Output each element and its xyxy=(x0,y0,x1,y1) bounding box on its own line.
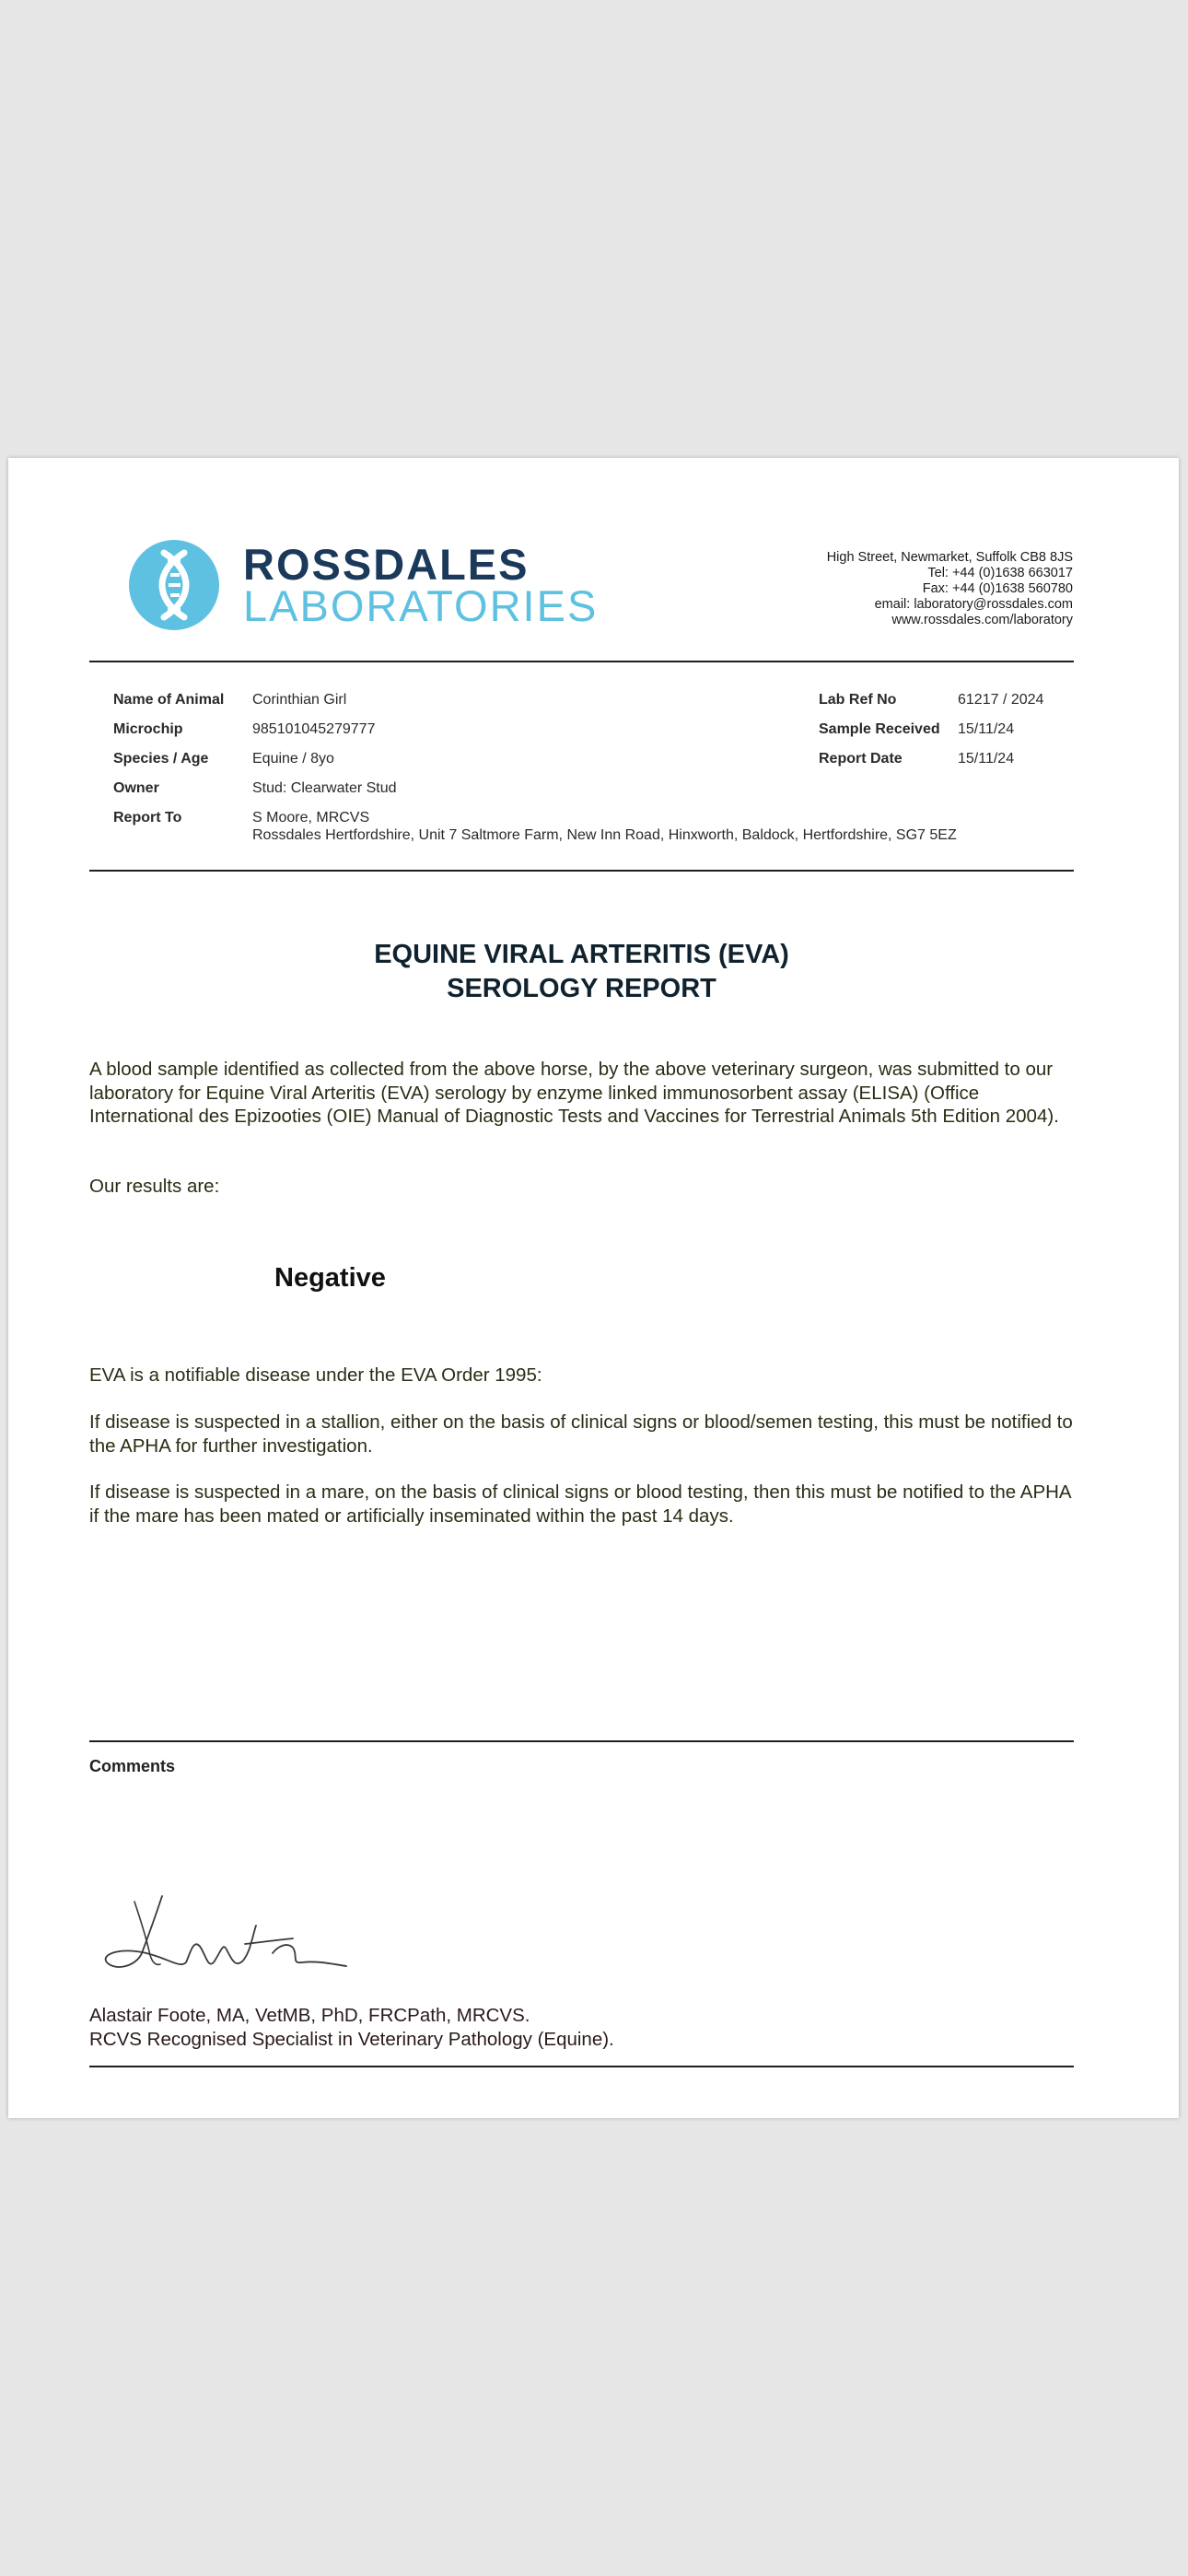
microchip-label: Microchip xyxy=(113,721,183,737)
signatory-block xyxy=(89,2004,614,2051)
species-value: Equine / 8yo xyxy=(252,751,334,767)
notifiable-paragraph: EVA is a notifiable disease under the EVA Order 1995: xyxy=(89,1364,542,1386)
comments-divider xyxy=(89,1740,1074,1742)
intro-paragraph: A blood sample identified as collected from the above horse, by the above veterinary surgeon, was submitted to our laboratory for Equine Viral Arteritis (EVA) serology by enzyme linked immunosorbent assay (ELISA) (Office International des Epizooties (OIE) Manual of Diagnostic Tests and Vaccines for Terrestrial Animals 5th Edition 2004). xyxy=(89,1059,1059,1127)
report-title-line2: SEROLOGY REPORT xyxy=(447,974,716,1003)
stallion-paragraph: If disease is suspected in a stallion, either on the basis of clinical signs or blood/semen testing, this must be notified to the APHA for further investigation. xyxy=(89,1411,1073,1457)
signatory-name: Alastair Foote, MA, VetMB, PhD, FRCPath, MRCVS. xyxy=(89,2005,530,2026)
name-label: Name of Animal xyxy=(113,692,225,708)
signatory-title: RCVS Recognised Specialist in Veterinary Pathology (Equine). xyxy=(89,2028,614,2050)
lab-ref-value: 61217 / 2024 xyxy=(958,692,1044,708)
results-intro: Our results are: xyxy=(89,1176,220,1197)
footer-divider xyxy=(89,2066,1074,2067)
sample-received-label: Sample Received xyxy=(819,721,940,737)
logo-wordmark-top: ROSSDALES xyxy=(243,540,530,589)
owner-label: Owner xyxy=(113,780,159,796)
comments-label: Comments xyxy=(89,1757,176,1775)
report-date-value: 15/11/24 xyxy=(958,751,1015,767)
mare-paragraph: If disease is suspected in a mare, on the basis of clinical signs or blood testing, then this must be notified to the APHA if the mare has been mated or artificially inseminated within the past 14 days. xyxy=(89,1481,1071,1527)
name-value: Corinthian Girl xyxy=(252,692,347,708)
microchip-value: 985101045279777 xyxy=(252,721,376,737)
details-divider xyxy=(89,870,1074,872)
report-to-label: Report To xyxy=(113,810,182,825)
species-label: Species / Age xyxy=(113,751,209,767)
owner-value: Stud: Clearwater Stud xyxy=(252,780,397,796)
signature-image xyxy=(98,1891,355,1987)
lab-address xyxy=(827,550,1073,628)
address-line: High Street, Newmarket, Suffolk CB8 8JS xyxy=(826,550,1073,565)
report-title-line1: EQUINE VIRAL ARTERITIS (EVA) xyxy=(374,940,789,969)
email-line: email: laboratory@rossdales.com xyxy=(874,597,1073,612)
fax-line: Fax: +44 (0)1638 560780 xyxy=(922,581,1073,596)
logo-wordmark-bottom: LABORATORIES xyxy=(243,581,599,630)
report-to-address: Rossdales Hertfordshire, Unit 7 Saltmore Farm, New Inn Road, Hinxworth, Baldock, Hertfordshire, SG7 5EZ xyxy=(252,827,957,843)
report-date-label: Report Date xyxy=(819,751,903,767)
lab-ref-label: Lab Ref No xyxy=(819,692,897,708)
sample-received-value: 15/11/24 xyxy=(958,721,1015,737)
report-page xyxy=(8,458,1179,2118)
website-line: www.rossdales.com/laboratory xyxy=(891,613,1073,627)
phone-line: Tel: +44 (0)1638 663017 xyxy=(927,566,1073,580)
result-value: Negative xyxy=(274,1263,386,1293)
report-to-name: S Moore, MRCVS xyxy=(252,810,370,825)
dna-logo-icon xyxy=(129,540,219,630)
header-divider xyxy=(89,661,1074,662)
